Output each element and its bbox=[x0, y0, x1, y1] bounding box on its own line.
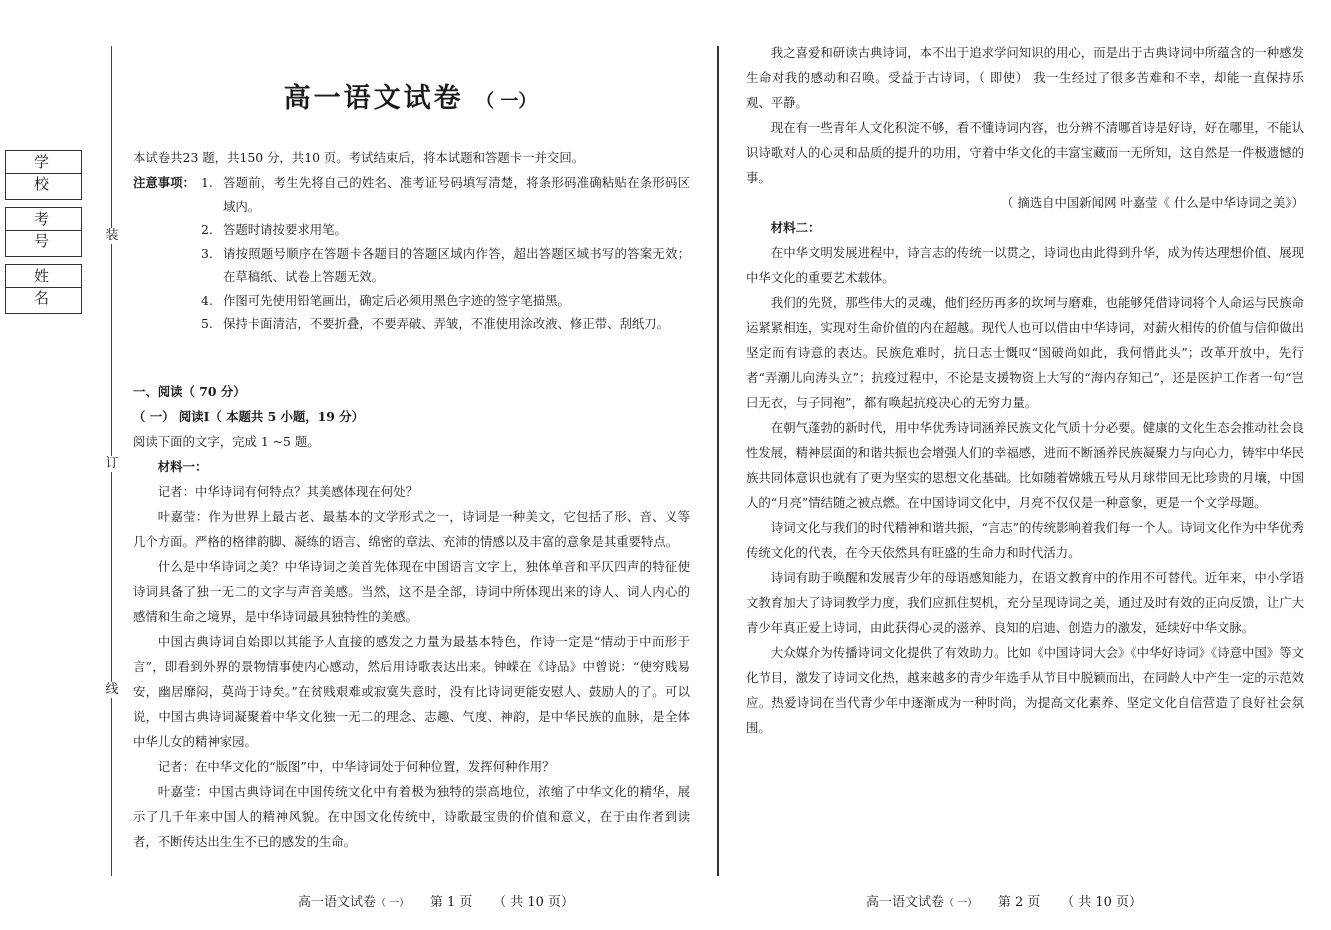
footer-exam-name: 高一语文试卷 bbox=[866, 895, 945, 910]
note-text: 答题时请按要求用笔。 bbox=[223, 222, 347, 237]
footer-page-number: 第 2 页 bbox=[997, 895, 1041, 910]
page-title bbox=[200, 76, 620, 115]
exam-intro: 本试卷共23 题，共150 分，共10 页。考试结束后，将本试题和答题卡一并交回。 bbox=[133, 150, 585, 165]
paragraph: 中国古典诗词自始即以其能予人直接的感发之力量为最基本特色，作诗一定是“情动于中而形于言”，即看到外界的景物情事使内心感动，然后用诗歌表达出来。钟嵘在《诗品》中曾说：“使穷贱易安，幽居靡闷，莫尚于诗矣。”在贫贱艰难或寂寞失意时，没有比诗词更能安慰人、鼓励人的了。可以说，中国古典诗词凝聚着中华文化独一无二的理念、志趣、气度、神韵，是中华民族的血脉，是全体中华儿女的精神家园。 bbox=[133, 634, 690, 749]
note-item bbox=[133, 171, 690, 218]
note-item bbox=[133, 218, 690, 242]
paragraph: 记者：在中华文化的“版图”中，中华诗词处于何种位置，发挥何种作用？ bbox=[157, 759, 555, 774]
footer-page-total: （ 共 10 页） bbox=[493, 895, 575, 910]
page-divider bbox=[717, 46, 719, 876]
material1-label: 材料一： bbox=[157, 459, 208, 474]
binding-mark-xian: 线 bbox=[105, 682, 119, 697]
note-item bbox=[133, 242, 690, 289]
footer-volume: （ 一） bbox=[376, 898, 410, 909]
note-text: 答题前，考生先将自己的姓名、准考证号码填写清楚，将条形码准确粘贴在条形码区域内。 bbox=[223, 175, 690, 214]
source-citation: （ 摘选自中国新闻网 叶嘉莹《 什么是中华诗词之美》） bbox=[1001, 195, 1304, 210]
note-item bbox=[133, 289, 690, 313]
footer-exam-name: 高一语文试卷 bbox=[298, 895, 377, 910]
paragraph: 我之喜爱和研读古典诗词，本不出于追求学问知识的用心，而是出于古典诗词中所蕴含的一种感发生命对我的感动和召唤。受益于古诗词，（ 即使） 我一生经过了很多苦难和不幸，却能一直保持乐观、平静。 bbox=[746, 45, 1304, 110]
note-text: 作图可先使用铅笔画出，确定后必须用黑色字迹的签字笔描黑。 bbox=[223, 292, 570, 308]
page1-footer bbox=[298, 892, 574, 915]
paragraph: 在朝气蓬勃的新时代，用中华优秀诗词涵养民族文化气质十分必要。健康的文化生态会推动社会良性发展，精神层面的和谐共振也会增强人们的幸福感，进而不断涵养民族凝聚力与向心力，铸牢中华民族共同体意识也就有了更为坚实的思想文化基础。比如随着嫦娥五号从月球带回无比珍贵的月壤，中国人的“月亮”情结随之被点燃。在中国诗词文化中，月亮不仅仅是一种意象，更是一个文学母题。 bbox=[746, 420, 1304, 510]
paragraph: 诗词有助于唤醒和发展青少年的母语感知能力，在语文教育中的作用不可替代。近年来，中小学语文教育加大了诗词教学力度，我们应抓住契机，充分呈现诗词之美，通过及时有效的正向反馈，让广大青少年真正爱上诗词，由此获得心灵的滋养、良知的启迪、创造力的激发，延续好中华文脉。 bbox=[746, 570, 1304, 635]
notes-list bbox=[133, 171, 690, 336]
school-field[interactable] bbox=[5, 150, 82, 200]
footer-page-total: （ 共 10 页） bbox=[1061, 895, 1143, 910]
paragraph: 我们的先贤，那些伟大的灵魂，他们经历再多的坎坷与磨难，也能够凭借诗词将个人命运与民族命运紧紧相连，实现对生命价值的内在超越。现代人也可以借由中华诗词，对薪火相传的价值与信仰做出坚定而有诗意的表达。民族危难时，抗日志士慨叹“国破尚如此，我何惜此头”；改革开放中，先行者“弄潮儿向涛头立”；抗疫过程中，不论是支援物资上大写的“海内存知己”，还是医护工作者一句“岂曰无衣，与子同袍”，都有唤起抗疫决心的无穷力量。 bbox=[746, 295, 1304, 410]
binding-mark-zhuang: 装 bbox=[105, 228, 119, 243]
name-label: 姓 名 bbox=[6, 265, 81, 288]
reading-instruction: 阅读下面的文字，完成 1 ~5 题。 bbox=[133, 434, 320, 449]
note-number: 3. bbox=[201, 245, 213, 261]
page2-footer bbox=[866, 892, 1142, 915]
paragraph: 大众媒介为传播诗词文化提供了有效助力。比如《中国诗词大会》《中华好诗词》《诗意中国》等文化节目，激发了诗词文化热，越来越多的青少年选手从节目中脱颖而出，在同龄人中产生一定的示范效应。热爱诗词在当代青少年中逐渐成为一种时尚，为提高文化素养、坚定文化自信营造了良好社会氛围。 bbox=[746, 645, 1304, 735]
title-text: 高一语文试卷 bbox=[283, 83, 464, 114]
paragraph: 诗词文化与我们的时代精神和谐共振，“言志”的传统影响着我们每一个人。诗词文化作为中华优秀传统文化的代表，在今天依然具有旺盛的生命力和时代活力。 bbox=[746, 520, 1304, 560]
title-suffix: （ 一） bbox=[476, 91, 537, 112]
note-number: 5. bbox=[201, 316, 213, 331]
note-text: 请按照题号顺序在答题卡各题目的答题区域内作答，超出答题区域书写的答案无效；在草稿纸、试卷上答题无效。 bbox=[223, 245, 690, 284]
exam-number-field[interactable] bbox=[5, 207, 82, 257]
footer-volume: （ 一） bbox=[944, 898, 978, 909]
page1-body bbox=[133, 379, 690, 854]
note-item bbox=[133, 312, 690, 336]
binding-mark-ding: 订 bbox=[105, 456, 119, 471]
school-label: 学 校 bbox=[6, 151, 81, 174]
note-number: 1. bbox=[201, 175, 213, 190]
note-text: 保持卡面清洁，不要折叠，不要弄破、弄皱，不准使用涂改液、修正带、刮纸刀。 bbox=[223, 316, 670, 331]
footer-page-number: 第 1 页 bbox=[429, 895, 473, 910]
page2-body bbox=[746, 40, 1304, 740]
notes-label: 注意事项： bbox=[133, 175, 195, 190]
exam-number-label: 考 号 bbox=[6, 208, 81, 231]
note-number: 2. bbox=[201, 222, 213, 237]
paragraph: 在中华文明发展进程中，诗言志的传统一以贯之，诗词也由此得到升华，成为传达理想价值、展现中华文化的重要艺术载体。 bbox=[746, 245, 1304, 285]
paragraph: 现在有一些青年人文化积淀不够，看不懂诗词内容，也分辨不清哪首诗是好诗，好在哪里，不能认识诗歌对人的心灵和品质的提升的功用，守着中华文化的丰富宝藏而一无所知，这自然是一件极遗憾的事。 bbox=[746, 120, 1304, 185]
paragraph: 什么是中华诗词之美？中华诗词之美首先体现在中国语言文字上，独体单音和平仄四声的特征使诗词具备了独一无二的文字与声音美感。当然，这不是全部，诗词中所体现出来的诗人、词人内心的感情和生命之境界，是中华诗词最具独特性的美感。 bbox=[133, 559, 690, 624]
material2-label: 材料二： bbox=[770, 220, 821, 235]
section-heading: 一、阅读（ 70 分） bbox=[133, 384, 246, 399]
paragraph: 叶嘉莹：作为世界上最古老、最基本的文学形式之一，诗词是一种美文，它包括了形、音、义等几个方面。严格的格律韵脚、凝练的语言、绵密的章法、充沛的情感以及丰富的意象是其重要特点。 bbox=[133, 509, 690, 549]
subsection-heading: （ 一） 阅读Ⅰ（ 本题共 5 小题，19 分） bbox=[133, 409, 365, 424]
paragraph: 记者：中华诗词有何特点？其美感体现在何处？ bbox=[157, 484, 418, 499]
paragraph: 叶嘉莹：中国古典诗词在中国传统文化中有着极为独特的崇高地位，浓缩了中华文化的精华，展示了几千年来中国人的精神风貌。在中国文化传统中，诗歌最宝贵的价值和意义，在于由作者到读者，不断传达出生生不已的感发的生命。 bbox=[133, 784, 690, 849]
name-field[interactable] bbox=[5, 264, 82, 314]
note-number: 4. bbox=[201, 292, 213, 308]
